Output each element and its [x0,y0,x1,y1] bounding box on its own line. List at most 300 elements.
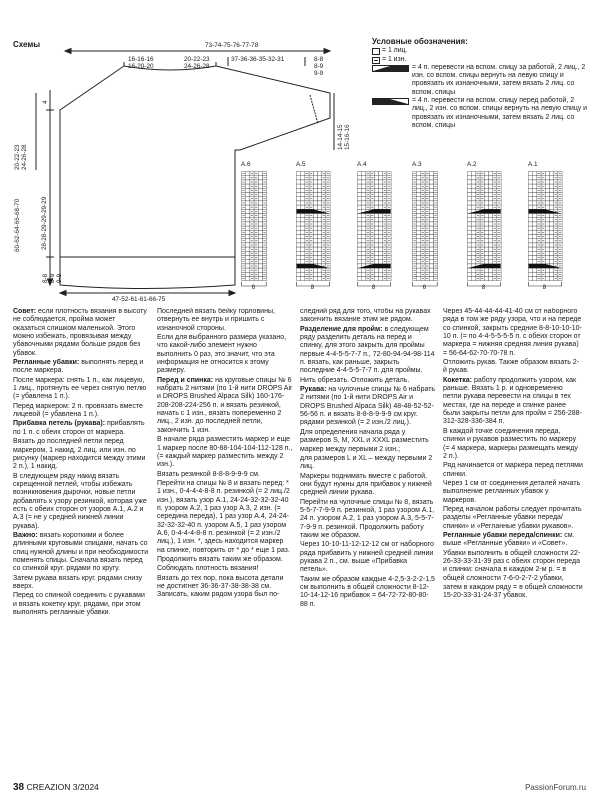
chart-cell [297,235,301,239]
chart-label: A.3 [412,161,422,168]
chart-cell [484,214,488,218]
chart-cell [297,180,301,184]
chart-cell [358,188,362,192]
chart-width-label: 6 [422,284,427,292]
chart-bracket [528,282,564,288]
magazine-name: CREAZION 3/2024 [26,782,99,792]
chart-cell [529,247,533,251]
chart-label: A.1 [528,161,538,168]
chart-cell [297,197,301,201]
chart-cell [429,268,433,272]
chart-cell [489,205,493,209]
chart-cell [533,184,537,188]
instructions [13,308,587,778]
paragraph: Через 10-10-11-12-12-12 см от наборного ряда прибавить у нижней средней линии рукава 2 п., см. выше «Прибавка петель». [300,541,434,574]
chart-cell [472,230,476,234]
chart-grid [467,171,503,325]
chart-cell [374,243,378,247]
paragraph: Перед маркером: 2 п. провязать вместе лицевой (= убавлена 1 п.). [13,402,143,419]
chart-label: A.5 [296,161,306,168]
chart-cell [246,239,250,243]
chart-cell [533,218,537,222]
chart-cell [297,226,301,230]
chart-cell [374,256,378,260]
chart-cell [297,256,301,260]
dim-left-a: 20-22-23 24-26-28 [14,144,28,170]
chart-cell [258,188,262,192]
paragraph: следний ряд для того, чтобы на рукавах закончить вязание этим же рядом. [300,308,431,324]
chart-cell [258,272,262,276]
chart-cell [313,193,317,197]
chart-cell [429,230,433,234]
text-column-4 [443,308,583,778]
chart-cell [550,230,554,234]
chart-cell [318,256,322,260]
chart-cell [489,251,493,255]
chart-cell [362,214,366,218]
chart-cell [484,176,488,180]
chart-cell [362,256,366,260]
chart-cell [358,243,362,247]
chart-cell [533,239,537,243]
chart-cell [379,201,383,205]
paragraph: Разделение для пройм: в следующем ряду разделить деталь на перед и спинку, для этого закрыть для проймы первые 4-4-5-5-7-7 п., 72-80-94-94-98-114 п. вязать, как раньше, закрыть последние 4-4-5-5-7-7 п. для проймы. [300,325,435,375]
chart-cell [472,251,476,255]
chart-cell [529,197,533,201]
chart-cell [533,243,537,247]
chart-cell [550,176,554,180]
chart-cell [550,235,554,239]
chart-cell [417,222,421,226]
chart-cell [545,272,549,276]
chart-cell [529,277,533,281]
chart-cell [545,188,549,192]
legend-item-cable-front: = 4 п. перевести на вспом. спицу перед работой, 2 лиц., 2 изн. со вспом. спицы вернуть на левую спицу и провязать их изнаночными, затем вязать 2 лиц. со вспом. спицы [372,97,588,130]
chart-cell [545,193,549,197]
chart-cell [533,172,537,176]
chart-cell [313,260,317,264]
chart-cell [417,172,421,176]
chart-cell [374,230,378,234]
chart-cell [301,180,305,184]
chart-grid [357,171,393,325]
chart-cell [301,193,305,197]
chart-cell [379,214,383,218]
chart-cell [318,201,322,205]
chart-cell [533,193,537,197]
chart-cell [362,176,366,180]
chart-cell [468,184,472,188]
chart-cell [472,184,476,188]
chart-cell [417,260,421,264]
chart-cell [545,214,549,218]
chart-cell [301,176,305,180]
chart-cell [429,239,433,243]
chart-cell [417,256,421,260]
chart-cell [468,260,472,264]
chart-cell [529,226,533,230]
chart-cell [550,277,554,281]
chart-cell [417,184,421,188]
chart-cell [550,218,554,222]
chart-cell [301,251,305,255]
chart-cell [472,214,476,218]
chart-cell [417,251,421,255]
chart-cell [258,239,262,243]
chart-cell [429,214,433,218]
chart-cell [468,180,472,184]
chart-cell [318,222,322,226]
chart-label: A.4 [357,161,367,168]
watermark: PassionForum.ru [525,783,586,792]
chart-cell [358,277,362,281]
text-column-2 [157,308,293,778]
chart-cell [468,268,472,272]
chart-cell [472,222,476,226]
chart-cell [258,256,262,260]
chart-cell [550,272,554,276]
chart-cell [358,214,362,218]
chart-cell [362,226,366,230]
chart-cell [358,218,362,222]
chart-cell [472,180,476,184]
chart-cell [258,180,262,184]
chart-cell [258,268,262,272]
chart-cell [246,226,250,230]
chart-cell [358,235,362,239]
dim-left-d: 8-8 8-9 9-9 [42,273,63,283]
chart-cell [246,277,250,281]
chart-cell [529,272,533,276]
chart-cell [358,180,362,184]
chart-cell [362,277,366,281]
chart-cell [313,176,317,180]
chart-cell [313,226,317,230]
chart-cell [379,172,383,176]
chart-cell [489,172,493,176]
chart-cell [379,247,383,251]
chart-cell [550,251,554,255]
chart-cell [358,184,362,188]
chart-cell [429,218,433,222]
chart-cell [313,277,317,281]
chart-cell [550,205,554,209]
chart-cell [362,188,366,192]
chart-cell [301,218,305,222]
chart-cell [429,264,433,268]
chart-cell [297,243,301,247]
chart-cell [417,176,421,180]
chart-cell [258,235,262,239]
chart-cell [358,239,362,243]
chart-cell [533,235,537,239]
chart-cell [318,268,322,272]
chart-cell [358,230,362,234]
chart-cell [472,239,476,243]
chart-cell [545,243,549,247]
chart-cell [246,193,250,197]
chart-cell [297,277,301,281]
paragraph: Затем рукава вязать круг. рядами снизу вверх. [13,574,142,590]
chart-cell [468,272,472,276]
chart-cell [429,247,433,251]
paragraph: Важно: вязать короткими и более длинными круговыми спицами, начать со спиц нужной длины и при необходимости поменять спицы. Сначала вязать перед со спинкой круг. рядами по кругу. [13,531,149,573]
chart-cell [297,239,301,243]
chart-cell [484,277,488,281]
paragraph: Убавки выполнить в общей сложности 22-26-33-33-31-39 раз с обеих сторон переда и спинки: сначала в каждом 2-м р. = в общей сложности 7-6-0-2-7-2 убавки, [443,549,581,582]
chart-cell [246,264,250,268]
chart-cell [489,235,493,239]
chart-cell [472,188,476,192]
chart-cell [468,247,472,251]
chart-cell [379,226,383,230]
chart-cell [472,260,476,264]
chart-cell [429,256,433,260]
chart-cell [313,201,317,205]
chart-cell [379,268,383,272]
chart-cell [313,256,317,260]
chart-cell [301,214,305,218]
chart-cell [533,260,537,264]
chart-cell [489,226,493,230]
chart-cell [374,184,378,188]
chart-cell [417,180,421,184]
chart-cell [472,201,476,205]
chart-cell [484,201,488,205]
chart-cell [246,176,250,180]
chart-cell [484,256,488,260]
chart-cell [374,251,378,255]
chart-cell [374,239,378,243]
chart-cell [472,226,476,230]
chart-cell [379,243,383,247]
chart-cell [472,268,476,272]
chart-cell [533,222,537,226]
chart-cell [533,188,537,192]
dim-shoulder: 37-36-36-35-32-31 [231,56,285,63]
chart-cell [417,268,421,272]
dim-bottom-width: 47-52-61-61-66-75 [112,296,166,303]
chart-cell [318,277,322,281]
chart-cell [246,218,250,222]
chart-cell [246,172,250,176]
chart-cell [258,214,262,218]
chart-cell [472,218,476,222]
chart-cell [472,243,476,247]
chart-cell [484,272,488,276]
knit-stitch-icon [372,48,381,55]
chart-cell [379,230,383,234]
chart-grid [296,171,332,325]
chart-cell [362,268,366,272]
paragraph: Вязать до последней петли перед маркером, 1 накид, 2 лиц. или изн. по рисунку (маркер находится между этими 2 п.), 1 накид. [13,438,146,471]
chart-cell [362,193,366,197]
chart-cell [318,247,322,251]
chart-cell [550,193,554,197]
chart-cell [417,193,421,197]
chart-cell [529,260,533,264]
dim-left-4: 4 [42,100,49,104]
chart-cell [297,184,301,188]
chart-cell [374,180,378,184]
chart-cell [472,197,476,201]
chart-cell [362,205,366,209]
chart-cell [484,247,488,251]
chart-cell [297,230,301,234]
chart-cell [550,239,554,243]
chart-cell [417,243,421,247]
chart-cell [246,247,250,251]
chart-cell [301,239,305,243]
chart-cell [374,272,378,276]
paragraph: Ряд начинается от маркера перед петлями спинки. [443,462,583,478]
chart-cell [258,205,262,209]
chart-cell [550,172,554,176]
chart-cell [374,205,378,209]
legend [372,38,588,130]
chart-cell [362,235,366,239]
chart-cell [550,247,554,251]
chart-cell [379,197,383,201]
chart-cell [313,188,317,192]
paragraph: В следующем ряду накид вязать скрещенной петлей, чтобы избежать возникновения дырочки, новые петли добавлять к узору резинкой, которая уже есть с обеих сторон от узоров А.1, А.2 и А.3 (= не у средней нижней линии рукава). [13,472,147,530]
dim-left-b: 60-62-64-66-68-70 [14,198,21,252]
chart-cell [545,197,549,201]
chart-cell [545,172,549,176]
chart-cell [379,180,383,184]
chart-cell [468,205,472,209]
chart-cell [258,222,262,226]
chart-cell [379,251,383,255]
chart-cell [489,243,493,247]
chart-cell [429,184,433,188]
chart-bracket [467,282,503,288]
chart-cell [550,197,554,201]
chart-cell [313,247,317,251]
chart-cell [489,260,493,264]
chart-cell [358,176,362,180]
legend-title: Условные обозначения: [372,37,468,46]
chart-cell [374,197,378,201]
chart-cell [246,251,250,255]
paragraph: Нить обрезать. Отложить деталь. [300,376,410,384]
chart-cell [297,260,301,264]
chart-cell [533,272,537,276]
chart-cell [313,222,317,226]
chart-cell [429,243,433,247]
paragraph: После маркера: снять 1 п., как лицевую, 1 лиц., протянуть ее через снятую петлю (= убавлена 1 п.). [13,376,147,401]
text-column-3 [300,308,436,778]
chart-cell [468,251,472,255]
page-footer [13,782,99,793]
chart-cell [246,209,250,213]
paragraph: Вязать до тех пор, пока высота детали не достигнет 36-36-37-38-38-38 см. Записать, каким рядом узора был по- [157,574,284,599]
chart-cell [301,272,305,276]
chart-cell [489,239,493,243]
chart-cell [258,209,262,213]
chart-cell [318,251,322,255]
chart-cell [533,247,537,251]
chart-cell [489,256,493,260]
chart-cell [258,264,262,268]
chart-cell [468,201,472,205]
chart-cell [533,180,537,184]
chart-cell [358,197,362,201]
chart-cell [545,218,549,222]
legend-item-purl: = 1 изн. [372,56,588,64]
chart-cell [529,256,533,260]
chart-cell [468,243,472,247]
chart-cell [545,277,549,281]
chart-cell [374,172,378,176]
chart-cell [533,268,537,272]
chart-cell [358,272,362,276]
chart-cell [417,205,421,209]
text-column-1 [13,308,149,778]
chart-cell [379,239,383,243]
chart-label: A.2 [467,161,477,168]
chart-cell [545,176,549,180]
chart-cell [484,197,488,201]
paragraph: Соблюдать плотность вязания! [157,565,259,573]
chart-cell [362,172,366,176]
paragraph: Продолжить вязать таким же образом. [157,555,283,563]
chart-cell [545,222,549,226]
paragraph: Перед со спинкой соединить с рукавами и вязать кокетку круг. рядами, при этом выполнять регланные убавки. [13,592,145,617]
chart-cell [529,243,533,247]
chart-cell [550,214,554,218]
chart-cell [545,226,549,230]
chart-cell [468,218,472,222]
chart-cell [468,222,472,226]
chart-cell [468,256,472,260]
chart-cell [362,218,366,222]
chart-cell [533,176,537,180]
chart-cell [468,230,472,234]
chart-cell [379,184,383,188]
chart-label: A.6 [241,161,251,168]
chart-cell [374,268,378,272]
chart-cell [472,193,476,197]
chart-cell [472,172,476,176]
chart-bracket [357,282,393,288]
chart-cell [417,218,421,222]
chart-cell [417,214,421,218]
chart-cell [429,235,433,239]
cable-back-icon [372,65,410,73]
chart-cell [258,226,262,230]
chart-width-label: 8 [542,284,547,292]
chart-cell [362,272,366,276]
chart-cell [429,188,433,192]
chart-cell [301,201,305,205]
chart-cell [472,176,476,180]
chart-cell [489,176,493,180]
chart-cell [362,197,366,201]
chart-cell [318,188,322,192]
chart-cell [429,226,433,230]
chart-cell [484,235,488,239]
chart-cell [246,188,250,192]
chart-cell [417,235,421,239]
chart-cell [318,272,322,276]
chart-cell [313,218,317,222]
chart-cell [545,230,549,234]
chart-cell [379,260,383,264]
chart-cell [529,205,533,209]
chart-cell [429,172,433,176]
paragraph: Для определения начала ряда у размеров S, M, XXL и XXXL разместить маркер между первыми 2 изн.; [300,428,429,453]
